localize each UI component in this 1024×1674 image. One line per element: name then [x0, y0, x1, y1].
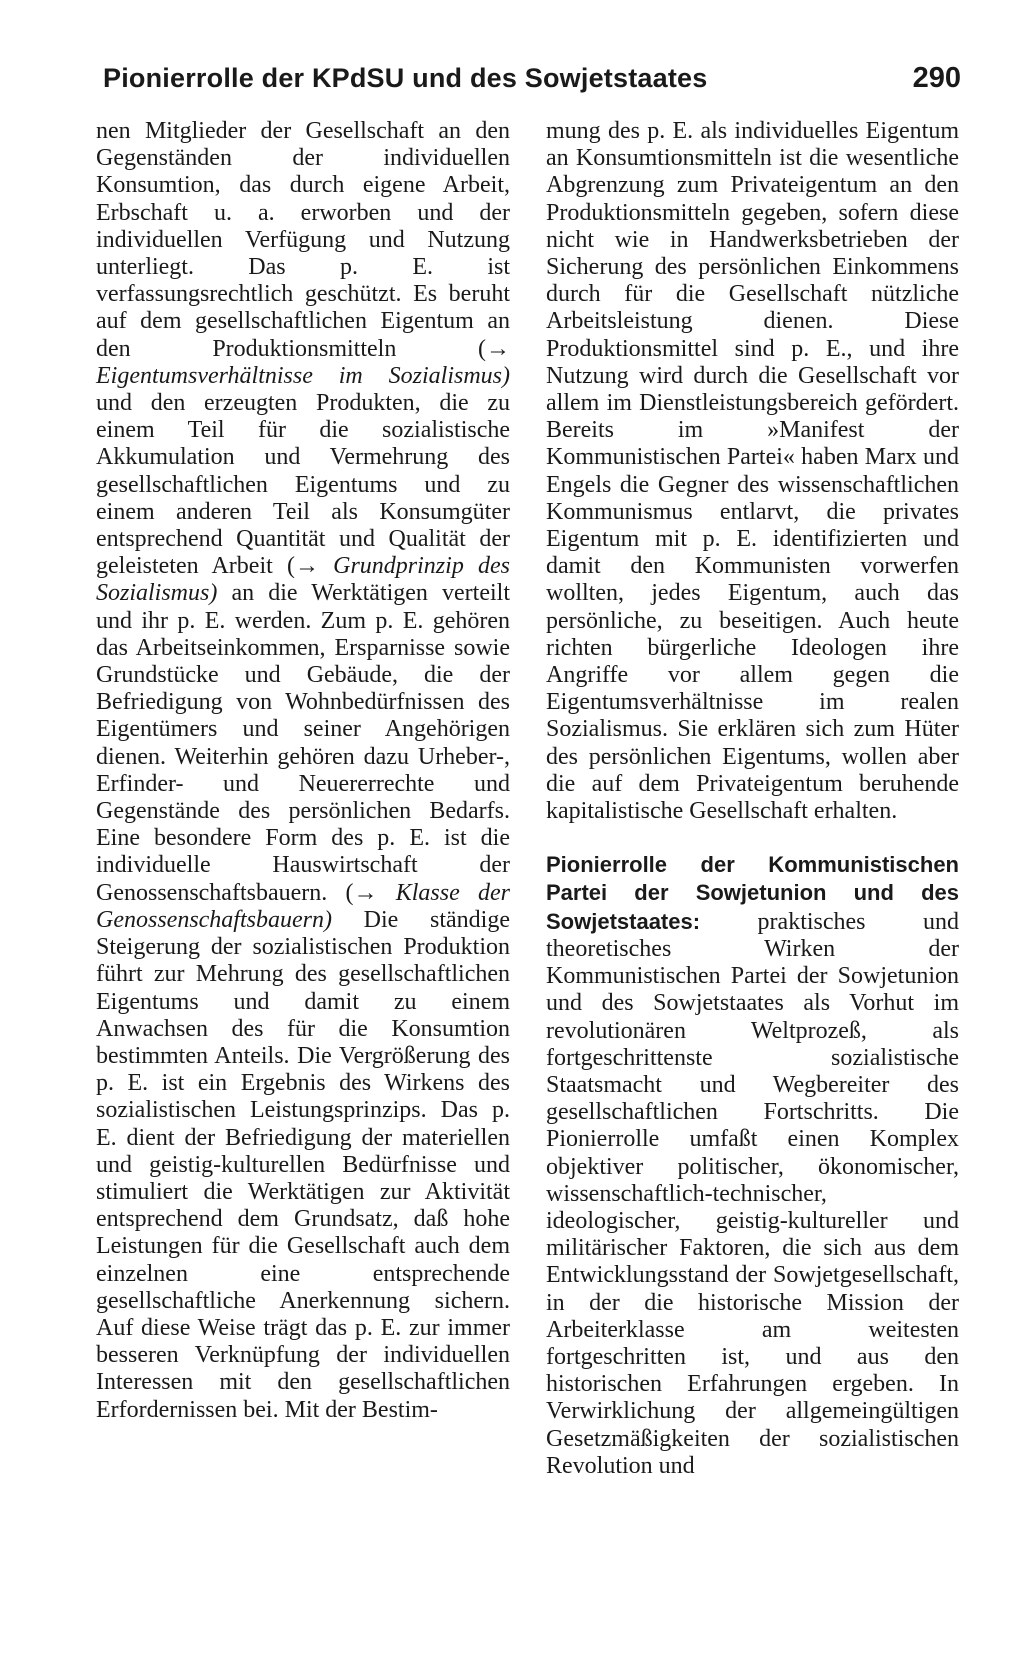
- text-segment: an die Werktätigen verteilt und ihr p. E. werden. Zum p. E. gehören das Arbeitseinkommen, Ersparnisse sowie Grundstücke und Gebäude, die der Befriedigung von Wohnbedürfnissen des Eigentümers und seiner Angehörigen dienen. Weiterhin gehören dazu Urheber-, Erfinder- und Neuererrechte und Gegenstände des persönlichen Bedarfs. Eine besondere Form des p. E. ist die individuelle Hauswirtschaft der Genossenschaftsbauern. (: [96, 580, 510, 906]
- arrow-right-icon: →: [294, 553, 319, 580]
- left-column: [96, 118, 510, 1424]
- right-column: [546, 118, 959, 1480]
- page-number: 290: [912, 62, 961, 94]
- arrow-right-icon: →: [353, 879, 378, 906]
- entry-definition: praktisches und theoretisches Wirken der Kommunistischen Partei der Sowjetunion und des Sowjetstaates als Vorhut im revolutionären Weltprozeß, als fortgeschrittenste sozialistische Staatsmacht und Wegbereiter des gesellschaftlichen Fortschritts. Die Pionierrolle umfaßt einen Komplex objektiver politischer, ökonomischer, wissenschaftlich-technischer, ideologischer, geistig-kultureller und militärischer Faktoren, die sich aus dem Entwicklungsstand der Sowjetgesellschaft, in der die historische Mission der Arbeiterklasse am weitesten fortgeschritten ist, und aus den historischen Erfahrungen ergeben. In Verwirklichung der allgemeingültigen Gesetzmäßigkeiten der sozialistischen Revolution und: [546, 908, 959, 1479]
- text-segment: nen Mitglieder der Gesellschaft an den Gegenständen der individuellen Konsumtion, das durch eigene Arbeit, Erbschaft u. a. erworben und der individuellen Verfügung und Nutzung unterliegt. Das p. E. ist verfassungsrechtlich geschützt. Es beruht auf dem gesellschaftlichen Eigentum an den Produktionsmitteln (: [96, 118, 510, 362]
- text-segment: mung des p. E. als individuelles Eigentum an Konsumtionsmitteln ist die wesentliche Abgrenzung zum Privateigentum an den Produktionsmitteln gegeben, sofern diese nicht wie in Handwerksbetrieben der Sicherung des persönlichen Einkommens durch für die Gesellschaft nützliche Arbeitsleistung dienen. Diese Produktionsmittel sind p. E., und ihre Nutzung wird durch die Gesellschaft vor allem im Dienstleistungsbereich gefördert. Bereits im »Manifest der Kommunistischen Partei« haben Marx und Engels die Gegner des wissenschaftlichen Kommunismus entlarvt, die privates Eigentum mit p. E. identifizierten und damit den Kommunisten vorwerfen wollten, jedes Eigentum, auch das persönliche, zu beseitigen. Auch heute richten bürgerliche Ideologen ihre Angriffe vor allem gegen die Eigentumsverhältnisse im realen Sozialismus. Sie erklären sich zum Hüter des persönlichen Eigentums, wollen aber die auf dem Privateigentum beruhende kapitalistische Gesellschaft erhalten.: [546, 118, 959, 825]
- entry-continuation-paragraph: [546, 118, 959, 825]
- text-segment: und den erzeugten Produkten, die zu einem Teil für die sozialistische Akkumulation und Vermehrung des gesellschaftlichen Eigentums und zu einem anderen Teil als Konsumgüter entsprechend Quantität und Qualität der geleisteten Arbeit (: [96, 390, 510, 580]
- cross-reference-label: Grundprinzip des Sozialismus): [96, 553, 510, 607]
- text-segment: Die ständige Steigerung der sozialistischen Produktion führt zur Mehrung des gesellschaftlichen Eigentums und damit zu einem Anwachsen des für die Konsumtion bestimmten Anteils. Die Vergrößerung des p. E. ist ein Ergebnis des Wirkens des sozialistischen Leistungsprinzips. Das p. E. dient der Befriedigung der materiellen und geistig-kulturellen Bedürfnisse und stimuliert die Werktätigen zur Aktivität entsprechend dem Grundsatz, daß hohe Leistungen für die Gesellschaft auch dem einzelnen eine entsprechende gesellschaftliche Anerkennung sichern. Auf diese Weise trägt das p. E. zur immer besseren Verknüpfung der individuellen Interessen mit den gesellschaftlichen Erfordernissen bei. Mit der Bestim-: [96, 906, 510, 1423]
- entry-continuation-paragraph: [96, 118, 510, 1424]
- arrow-right-icon: →: [486, 335, 510, 362]
- running-head-title: Pionierrolle der KPdSU und des Sowjetstaates: [103, 63, 708, 93]
- entry-headword: Pionierrolle der Kommunistischen Partei der Sowjetunion und des Sowjetstaates:: [546, 852, 959, 934]
- dictionary-entry: [546, 851, 959, 1480]
- cross-reference-label: Eigentumsverhältnisse im Sozialismus): [96, 362, 510, 389]
- cross-reference-label: Klasse der Genossenschaftsbauern): [96, 879, 510, 933]
- running-header: [103, 60, 961, 96]
